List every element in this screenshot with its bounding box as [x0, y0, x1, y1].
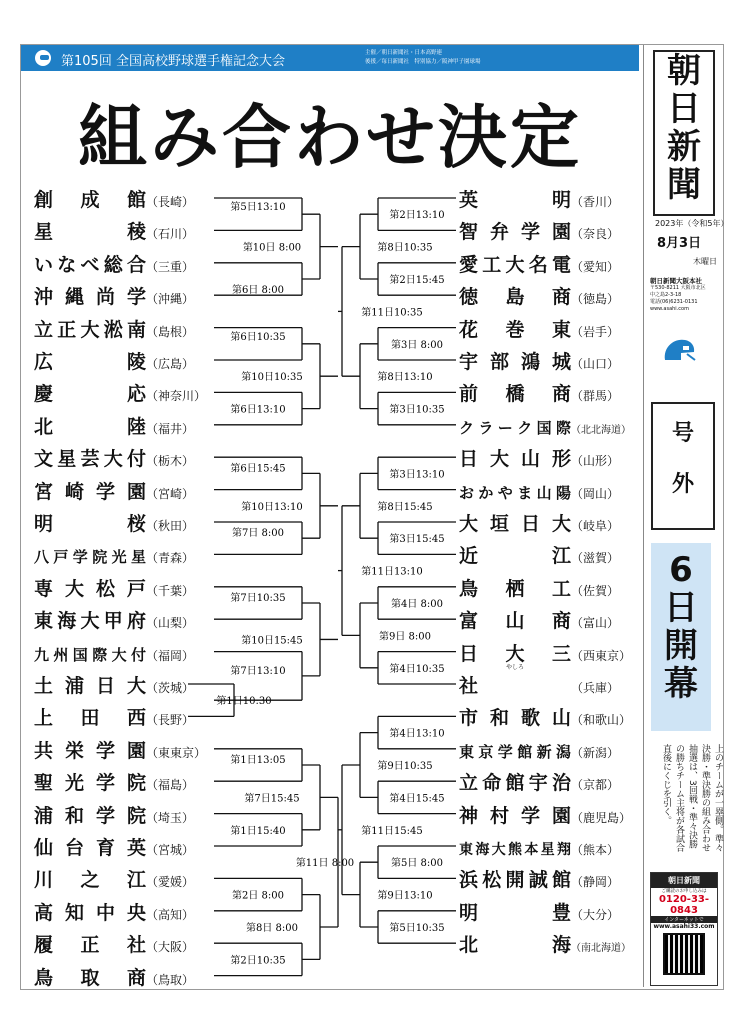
team-prefecture: （徳島） — [571, 292, 620, 307]
game-schedule-label: 第6日13:10 — [230, 404, 286, 416]
extra-edition-char: 号 — [671, 421, 694, 446]
game-schedule-label: 第6日15:45 — [230, 463, 286, 475]
team-name: 慶応 — [34, 383, 146, 406]
team-prefecture: （大阪） — [146, 940, 195, 955]
team-prefecture: （西東京） — [571, 648, 632, 663]
team-name: 川之江 — [34, 869, 146, 892]
team-name: 履正社 — [34, 934, 146, 957]
game-schedule-label: 第11日10:35 — [361, 307, 423, 319]
team-prefecture: （大分） — [571, 907, 620, 922]
game-schedule-label: 第2日13:10 — [389, 210, 445, 222]
team-name: 日大山形 — [459, 448, 571, 471]
opening-char: 6 — [669, 550, 693, 590]
publisher-line: 電話(06)6231-0131 — [650, 299, 698, 305]
publisher-line: 〒530-8211 大阪市北区 — [650, 285, 706, 291]
team-name: 共栄学園 — [34, 739, 146, 762]
game-schedule-label: 第4日13:10 — [389, 728, 445, 740]
game-schedule-label: 第4日15:45 — [389, 793, 445, 805]
team-prefecture: （佐賀） — [571, 583, 620, 598]
game-schedule-label: 第2日10:35 — [230, 955, 286, 967]
team-name: 徳島商 — [459, 286, 571, 309]
team-name: 高知中央 — [34, 901, 146, 924]
furigana: やしろ — [506, 664, 525, 671]
extra-edition-char: 外 — [671, 472, 694, 497]
team-name: 前橋商 — [459, 383, 571, 406]
game-schedule-label: 第5日 8:00 — [391, 858, 443, 870]
opening-char: 幕 — [664, 664, 698, 704]
ad-internet: インターネットで — [651, 916, 717, 923]
game-schedule-label: 第8日 8:00 — [246, 923, 298, 934]
team-prefecture: （長崎） — [146, 195, 195, 209]
game-schedule-label: 第5日13:10 — [230, 202, 286, 214]
team-name: 智弁学園 — [459, 221, 571, 244]
team-name: 浦和学院 — [34, 804, 146, 827]
game-schedule-label: 第7日15:45 — [244, 793, 300, 805]
team-name: 沖縄尚学 — [34, 286, 146, 309]
team-prefecture: （京都） — [571, 778, 620, 793]
team-name: 北陸 — [34, 415, 146, 438]
team-name: 日大三 — [459, 642, 571, 665]
team-name: おかやま山陽 — [459, 483, 571, 502]
team-prefecture: （神奈川） — [146, 389, 207, 404]
team-prefecture: （島根） — [146, 324, 195, 339]
issue-year: 2023年（令和5年） — [655, 219, 729, 228]
team-name: 近江 — [459, 545, 571, 568]
team-name: 九州国際大付 — [34, 645, 146, 664]
team-prefecture: （高知） — [146, 907, 195, 922]
team-name: 愛工大名電 — [459, 253, 571, 276]
team-prefecture: （滋賀） — [571, 551, 620, 566]
team-name: 立命館宇治 — [459, 772, 571, 795]
team-prefecture: （千葉） — [146, 583, 195, 598]
game-schedule-label: 第11日13:10 — [361, 566, 423, 578]
team-name: 星稜 — [34, 221, 146, 244]
team-name: 宇部鴻城 — [459, 351, 571, 373]
team-prefecture: （和歌山） — [571, 713, 632, 728]
game-schedule-label: 第4日10:35 — [389, 663, 445, 675]
team-name: 専大松戸 — [34, 577, 146, 600]
game-schedule-label: 第9日10:35 — [377, 761, 433, 772]
game-schedule-label: 第7日10:35 — [230, 593, 286, 604]
team-name: 大垣日大 — [459, 513, 571, 535]
game-schedule-label: 第9日13:10 — [377, 890, 433, 902]
game-schedule-label: 第8日13:10 — [377, 372, 433, 384]
team-prefecture: （奈良） — [571, 227, 620, 242]
team-name: 土浦日大 — [34, 675, 146, 697]
team-prefecture: （沖縄） — [146, 292, 195, 307]
team-prefecture: （岡山） — [571, 486, 620, 501]
team-name: 仙台育英 — [34, 837, 146, 859]
game-schedule-label: 第11日15:45 — [361, 825, 423, 837]
team-prefecture: （愛媛） — [146, 875, 195, 890]
lottery-note: 上のチームが一塁側。準々決勝・準決勝の組み合わせ抽選は、3回戦・準々決勝の勝ちチーム主将が各試合直後にくじを引く。 — [661, 744, 723, 852]
banner-sponsor: 主催／朝日新聞社・日本高野連 — [365, 50, 443, 56]
game-schedule-label: 第7日13:10 — [230, 665, 286, 677]
team-prefecture: （山形） — [571, 454, 620, 469]
team-prefecture: （岩手） — [571, 324, 620, 339]
team-prefecture: （長野） — [146, 713, 195, 728]
team-prefecture: （宮崎） — [146, 486, 195, 501]
game-schedule-label: 第10日13:10 — [241, 501, 303, 513]
team-prefecture: （熊本） — [571, 843, 620, 857]
team-name: 鳥取商 — [34, 966, 146, 989]
masthead-char: 聞 — [667, 165, 701, 205]
banner-supporter: 後援／毎日新聞社 特別協力／阪神甲子園球場 — [365, 59, 481, 65]
team-prefecture: （東東京） — [146, 745, 207, 760]
game-schedule-label: 第8日15:45 — [377, 501, 433, 513]
team-name: 市和歌山 — [459, 707, 571, 730]
game-schedule-label: 第2日 8:00 — [232, 890, 284, 902]
team-prefecture: （埼玉） — [146, 810, 195, 825]
team-prefecture: （鳥取） — [146, 972, 195, 987]
game-schedule-label: 第3日10:35 — [389, 404, 445, 416]
team-prefecture: （兵庫） — [571, 681, 620, 695]
team-prefecture: （福島） — [146, 778, 195, 793]
team-name: 富山商 — [459, 610, 571, 633]
publisher-line: 中之島2-3-18 — [650, 292, 682, 298]
game-schedule-label: 第1日15:40 — [230, 825, 286, 837]
team-prefecture: （北北海道） — [571, 424, 631, 436]
team-name: 東海大甲府 — [34, 610, 146, 633]
ad-call: ご購読のお申し込みは — [661, 889, 707, 894]
opening-char: 開 — [664, 626, 698, 666]
team-name: いなべ総合 — [34, 253, 146, 276]
issue-date: 8月3日 — [657, 236, 702, 251]
team-name: 花巻東 — [459, 318, 571, 341]
team-prefecture: （富山） — [571, 616, 620, 631]
game-schedule-label: 第7日 8:00 — [232, 528, 284, 540]
team-name: 宮崎学園 — [34, 480, 146, 503]
team-name: 広陵 — [34, 351, 146, 373]
game-schedule-label: 第3日13:10 — [389, 469, 445, 481]
team-name: 鳥栖工 — [459, 577, 571, 600]
team-name: 社 — [459, 675, 479, 697]
ad-phone: 0120-33-0843 — [658, 894, 710, 916]
game-schedule-label: 第2日15:45 — [389, 275, 445, 286]
team-prefecture: （香川） — [571, 195, 620, 209]
game-schedule-label: 第5日10:35 — [389, 923, 445, 934]
game-schedule-label: 第10日 8:00 — [242, 242, 302, 254]
team-name: 神村学園 — [459, 804, 571, 827]
team-name: 東海大熊本星翔 — [459, 842, 571, 858]
team-name: クラーク国際 — [459, 418, 571, 437]
issue-weekday: 木曜日 — [693, 257, 717, 266]
team-prefecture: （栃木） — [146, 454, 195, 469]
game-schedule-label: 第6日 8:00 — [232, 285, 284, 296]
team-name: 明桜 — [34, 513, 146, 535]
team-name: 東京学館新潟 — [459, 742, 571, 761]
team-name: 立正大淞南 — [34, 318, 146, 341]
ad-title: 朝日新聞 — [651, 873, 717, 888]
game-schedule-label: 第9日 8:00 — [379, 631, 431, 643]
team-prefecture: （広島） — [146, 357, 195, 371]
game-schedule-label: 第10日15:45 — [241, 635, 303, 647]
team-prefecture: （福岡） — [146, 648, 195, 663]
game-schedule-label: 第3日15:45 — [389, 534, 445, 546]
headline: 組み合わせ決定 — [78, 98, 582, 178]
team-name: 北海 — [459, 934, 571, 957]
team-prefecture: （三重） — [146, 259, 195, 274]
team-prefecture: （石川） — [146, 227, 195, 242]
team-prefecture: （山梨） — [146, 616, 195, 631]
team-prefecture: （茨城） — [146, 681, 195, 695]
team-name: 上田西 — [34, 707, 146, 730]
team-name: 聖光学院 — [34, 772, 146, 795]
masthead-char: 日 — [667, 89, 701, 129]
team-prefecture: （愛知） — [571, 259, 620, 274]
team-prefecture: （岐阜） — [571, 519, 620, 533]
team-name: 創成館 — [34, 189, 146, 211]
team-prefecture: （新潟） — [571, 745, 620, 760]
team-prefecture: （群馬） — [571, 389, 620, 404]
game-schedule-label: 第10日10:35 — [241, 372, 303, 384]
team-name: 浜松開誠館 — [459, 869, 571, 892]
team-name: 明豊 — [459, 901, 571, 924]
team-prefecture: （静岡） — [571, 875, 620, 890]
team-name: 英明 — [459, 189, 571, 211]
team-prefecture: （南北海道） — [571, 943, 631, 955]
game-schedule-label: 第4日 8:00 — [391, 599, 443, 610]
team-prefecture: （福井） — [146, 421, 195, 436]
masthead-char: 朝 — [667, 51, 701, 91]
team-prefecture: （鹿児島） — [571, 810, 632, 825]
banner-title: 第105回 全国高校野球選手権記念大会 — [61, 54, 285, 69]
game-schedule-label: 第1日10:30 — [216, 696, 272, 708]
masthead-char: 新 — [667, 127, 701, 167]
game-schedule-label: 第11日 8:00 — [295, 858, 355, 870]
team-prefecture: （秋田） — [146, 519, 195, 533]
opening-char: 日 — [664, 588, 698, 628]
game-schedule-label: 第6日10:35 — [230, 331, 286, 343]
team-name: 八戸学院光星 — [34, 548, 146, 567]
publisher-line: www.asahi.com — [650, 306, 689, 312]
publisher-name: 朝日新聞大阪本社 — [650, 277, 702, 285]
team-prefecture: （山口） — [571, 357, 620, 371]
game-schedule-label: 第3日 8:00 — [391, 339, 443, 351]
ad-url: www.asahi33.com — [653, 923, 715, 930]
team-prefecture: （青森） — [146, 551, 195, 566]
team-prefecture: （宮城） — [146, 843, 195, 857]
game-schedule-label: 第8日10:35 — [377, 242, 433, 254]
game-schedule-label: 第1日13:05 — [230, 755, 286, 766]
team-name: 文星芸大付 — [34, 448, 146, 471]
